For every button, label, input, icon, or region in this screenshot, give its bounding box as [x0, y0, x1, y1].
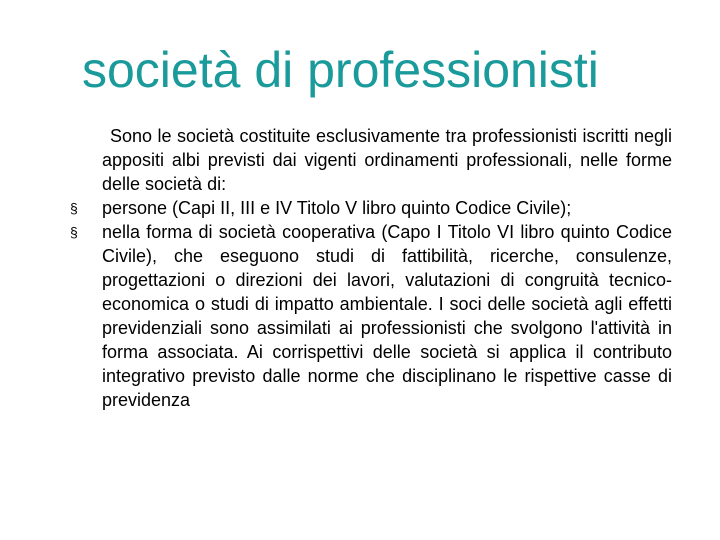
bullet-text: persone (Capi II, III e IV Titolo V libro quinto Codice Civile);	[102, 198, 572, 218]
bullet-item-persone	[60, 196, 672, 220]
bullet-list	[60, 196, 672, 412]
intro-paragraph: Sono le società costituite esclusivamente tra professionisti iscritti negli appositi albi previsti dai vigenti ordinamenti professionali, nelle forme delle società di:	[102, 126, 672, 194]
slide-body	[60, 124, 672, 412]
bullet-marker-icon: §	[70, 200, 78, 216]
slide-title: società di professionisti	[82, 42, 599, 98]
bullet-item-cooperativa	[60, 220, 672, 412]
bullet-text: nella forma di società cooperativa (Capo I Titolo VI libro quinto Codice Civile), che eseguono studi di fattibilità, ricerche, consulenze, progettazioni o direzioni dei lavori, valutazioni di congruità tecnico-economica o studi di impatto ambientale. I soci delle società agli effetti previdenziali sono assimilati ai professionisti che svolgono l'attività in forma associata. Ai corrispettivi delle società si applica il contributo integrativo previsto dalle norme che disciplinano le rispettive casse di previdenza	[102, 222, 672, 410]
bullet-marker-icon: §	[70, 224, 78, 240]
